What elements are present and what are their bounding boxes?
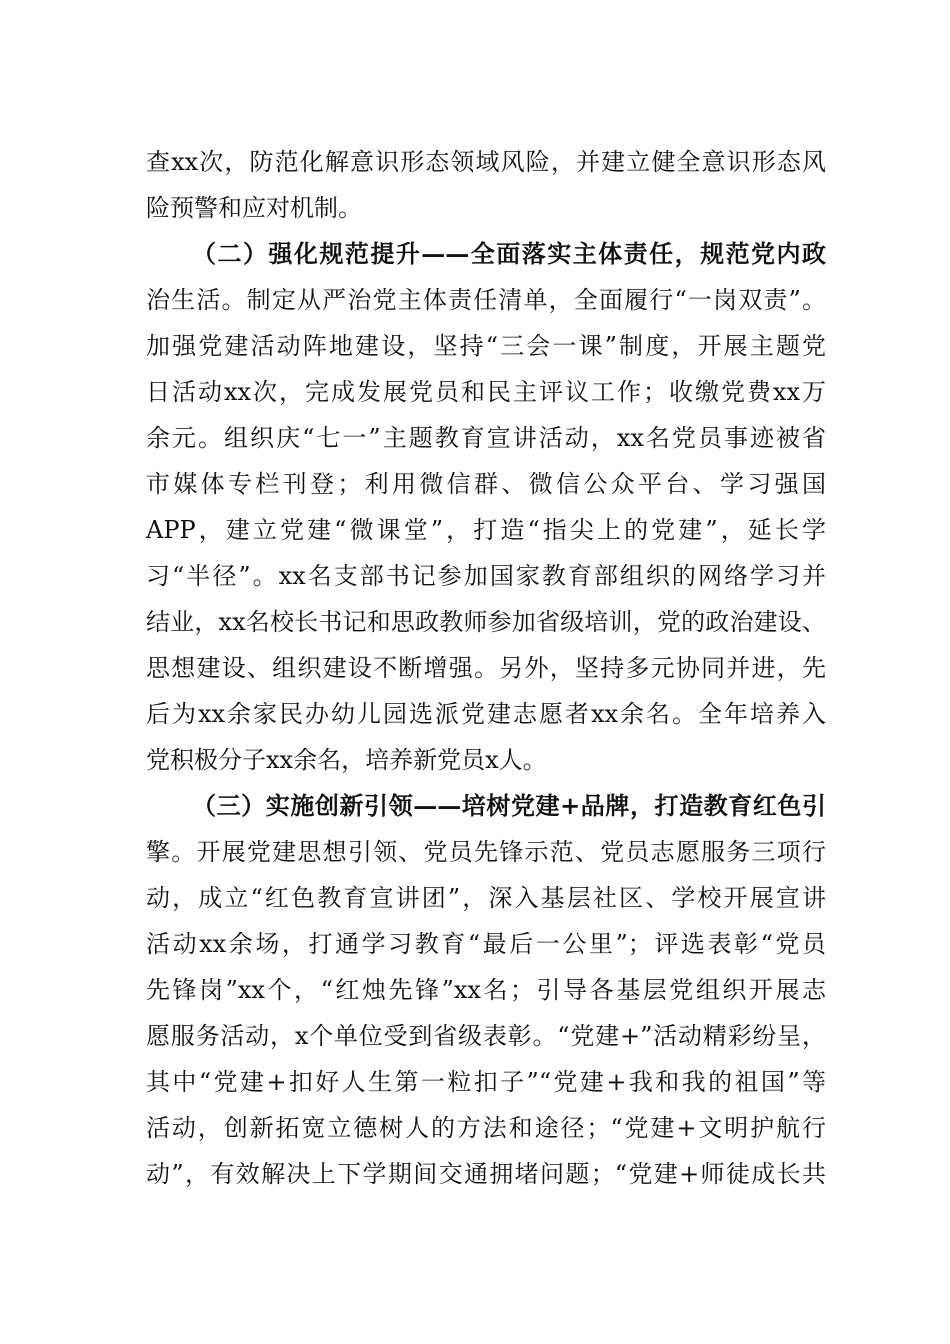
body-line: 余元。组织庆“七一”主题教育宣讲活动，xx名党员事迹被省 [146, 424, 826, 452]
section-heading-3: （三）实施创新引领——培树党建+品牌，打造教育红色引 [192, 791, 826, 820]
body-line: 后为xx余家民办幼儿园选派党建志愿者xx余名。全年培养入 [146, 700, 826, 728]
body-line: 市媒体专栏刊登；利用微信群、微信公众平台、学习强国 [146, 470, 826, 498]
body-line: 先锋岗”xx个，“红烛先锋”xx名；引导各基层党组织开展志 [146, 976, 826, 1004]
body-line: 活动，创新拓宽立德树人的方法和途径；“党建+文明护航行 [146, 1114, 826, 1142]
body-line: 擎。开展党建思想引领、党员先锋示范、党员志愿服务三项行 [146, 838, 826, 866]
body-line: 习“半径”。xx名支部书记参加国家教育部组织的网络学习并 [146, 562, 826, 590]
body-line: 党积极分子xx余名，培养新党员x人。 [146, 746, 547, 774]
body-line: 加强党建活动阵地建设，坚持“三会一课”制度，开展主题党 [146, 332, 826, 360]
body-line: 愿服务活动，x个单位受到省级表彰。“党建+”活动精彩纷呈， [146, 1022, 826, 1050]
section-heading-2: （二）强化规范提升——全面落实主体责任，规范党内政 [192, 239, 826, 268]
body-line: 活动xx余场，打通学习教育“最后一公里”；评选表彰“党员 [146, 930, 826, 958]
body-line: 日活动xx次，完成发展党员和民主评议工作；收缴党费xx万 [146, 378, 826, 406]
body-line: 思想建设、组织建设不断增强。另外，坚持多元协同并进，先 [146, 654, 826, 682]
body-line: APP，建立党建“微课堂”，打造“指尖上的党建”，延长学 [146, 516, 826, 544]
body-line: 治生活。制定从严治党主体责任清单，全面履行“一岗双责”。 [146, 286, 826, 314]
body-line: 查xx次，防范化解意识形态领域风险，并建立健全意识形态风 [146, 148, 826, 176]
body-line: 其中“党建+扣好人生第一粒扣子”“党建+我和我的祖国”等 [146, 1068, 826, 1096]
body-line: 动，成立“红色教育宣讲团”，深入基层社区、学校开展宣讲 [146, 884, 826, 912]
body-line: 结业，xx名校长书记和思政教师参加省级培训，党的政治建设、 [146, 608, 826, 636]
body-line: 动”，有效解决上下学期间交通拥堵问题；“党建+师徒成长共 [146, 1160, 826, 1188]
body-line: 险预警和应对机制。 [146, 194, 362, 222]
